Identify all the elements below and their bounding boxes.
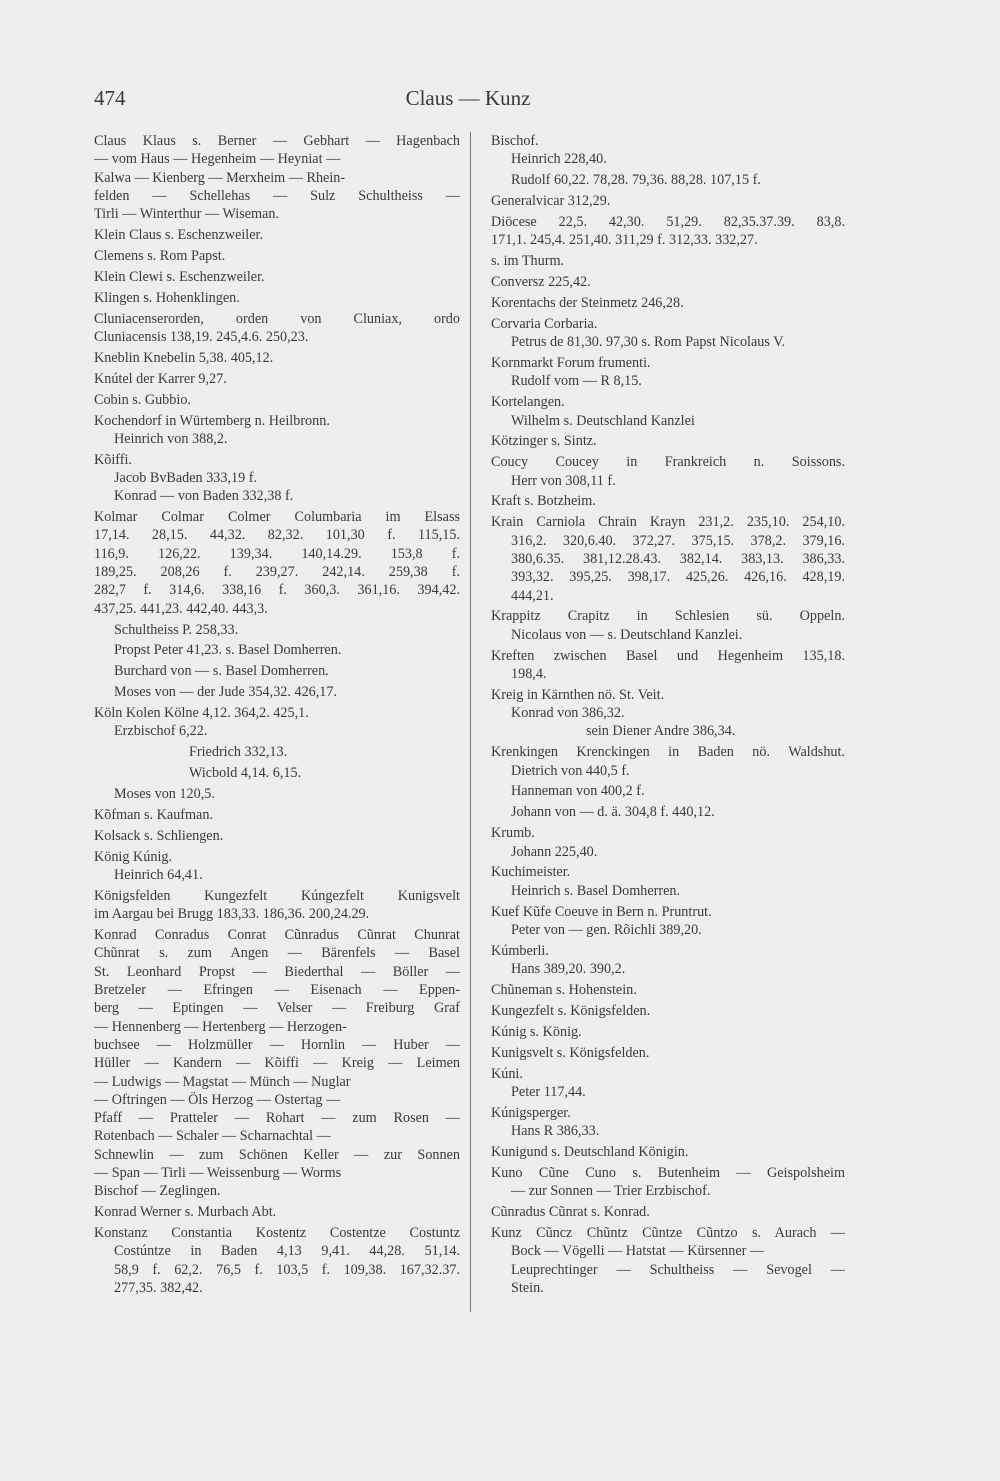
index-line: Tirli — Winterthur — Wiseman. [94, 206, 279, 223]
index-line: Königsfelden Kungezfelt Kúngezfelt Kunigsvelt [94, 887, 460, 904]
index-entry [491, 903, 845, 940]
running-head-text: Claus — Kunz [405, 86, 531, 110]
index-entry [491, 453, 845, 490]
index-line: Krenkingen Krenckingen in Baden nö. Waldshut. [491, 744, 845, 761]
index-line: — Span — Tirli — Weissenburg — Worms [94, 1164, 342, 1181]
index-line: 171,1. 245,4. 251,40. 311,29 f. 312,33. 332,27. [491, 232, 758, 249]
index-line: Kunigsvelt s. Königsfelden. [491, 1044, 650, 1061]
index-line: 277,35. 382,42. [114, 1279, 203, 1296]
index-entry [491, 294, 845, 312]
index-entry [94, 704, 460, 741]
index-line: Wicbold 4,14. 6,15. [189, 765, 302, 782]
index-entry [491, 607, 845, 644]
index-line: 437,25. 441,23. 442,40. 443,3. [94, 600, 268, 617]
index-line: Rudolf 60,22. 78,28. 79,36. 88,28. 107,15 f. [511, 172, 761, 189]
right-column [491, 132, 845, 1300]
index-entry [94, 806, 460, 824]
index-line: 17,14. 28,15. 44,32. 82,32. 101,30 f. 115,15. [94, 527, 460, 544]
index-line: Cluniacenserorden, orden von Cluniax, ordo [94, 310, 460, 327]
index-line: Chũnrat s. zum Angen — Bärenfels — Basel [94, 945, 460, 962]
index-line: Hans 389,20. 390,2. [511, 961, 626, 978]
index-line: Konrad — von Baden 332,38 f. [114, 488, 294, 505]
page-number: 474 [94, 86, 126, 110]
index-line: Kunigund s. Deutschland Königin. [491, 1143, 689, 1160]
index-entry [491, 803, 845, 821]
index-line: Kuef Kũfe Coeuve in Bern n. Pruntrut. [491, 903, 712, 920]
index-line: im Aargau bei Brugg 183,33. 186,36. 200,24.29. [94, 906, 370, 923]
index-entry [94, 764, 460, 782]
index-line: Kraft s. Botzheim. [491, 493, 596, 510]
index-line: Konstanz Constantia Kostentz Costentze Costuntz [94, 1225, 460, 1242]
index-entry [94, 621, 460, 639]
index-line: Petrus de 81,30. 97,30 s. Rom Papst Nicolaus V. [511, 334, 786, 351]
index-line: Kalwa — Kienberg — Merxheim — Rhein- [94, 169, 346, 186]
index-line: Conversz 225,42. [491, 274, 591, 291]
index-entry [491, 393, 845, 430]
left-column [94, 132, 460, 1300]
index-line: Jacob BvBaden 333,19 f. [114, 469, 258, 486]
index-entry [491, 686, 845, 741]
index-line: Bischof. [491, 133, 539, 149]
index-line: Bock — Vögelli — Hatstat — Kürsenner — [511, 1243, 765, 1260]
index-line: König Kúnig. [94, 848, 173, 865]
index-entry [491, 1044, 845, 1062]
index-line: Kolsack s. Schliengen. [94, 827, 224, 844]
index-line: 380,6.35. 381,12.28.43. 382,14. 383,13. 386,33. [511, 550, 845, 567]
index-line: Kreig in Kärnthen nö. St. Veit. [491, 686, 665, 703]
index-entry [491, 492, 845, 510]
index-line: 58,9 f. 62,2. 76,5 f. 103,5 f. 109,38. 167,32.37. [114, 1261, 460, 1278]
index-entry [94, 370, 460, 388]
index-line: Kúnigsperger. [491, 1104, 571, 1121]
index-entry [491, 647, 845, 684]
index-line: Johann 225,40. [511, 843, 598, 860]
index-entry [94, 1224, 460, 1297]
index-line: Peter von — gen. Rõichli 389,20. [511, 921, 702, 938]
index-line: Herr von 308,11 f. [511, 472, 616, 489]
index-entry [491, 273, 845, 291]
index-entry [491, 942, 845, 979]
index-line: Dietrich von 440,5 f. [511, 762, 630, 779]
index-line: Heinrich 228,40. [511, 151, 607, 168]
index-line: Schnewlin — zum Schönen Keller — zur Sonnen [94, 1146, 460, 1163]
index-line: — Hennenberg — Hertenberg — Herzogen- [94, 1018, 347, 1035]
running-head [0, 86, 1000, 111]
index-entry [491, 1104, 845, 1141]
index-line: Hanneman von 400,2 f. [511, 783, 645, 800]
index-line: Korentachs der Steinmetz 246,28. [491, 294, 684, 311]
index-line: Generalvicar 312,29. [491, 193, 611, 210]
index-entry [491, 132, 845, 169]
index-line: Kochendorf in Würtemberg n. Heilbronn. [94, 412, 330, 429]
index-entry [491, 192, 845, 210]
index-entry [491, 315, 845, 352]
index-line: Moses von 120,5. [114, 786, 215, 803]
index-line: Friedrich 332,13. [189, 744, 288, 761]
index-line: Konrad Conradus Conrat Cũnradus Cũnrat Chunrat [94, 927, 460, 944]
index-entry [94, 391, 460, 409]
index-line: s. im Thurm. [491, 253, 565, 270]
index-entry [94, 683, 460, 701]
index-line: Cluniacensis 138,19. 245,4.6. 250,23. [94, 328, 309, 345]
index-line: Hans R 386,33. [511, 1123, 600, 1140]
index-line: 189,25. 208,26 f. 239,27. 242,14. 259,38 f. [94, 564, 460, 581]
index-entry [491, 1203, 845, 1221]
index-entry [94, 785, 460, 803]
index-line: Pfaff — Pratteler — Rohart — zum Rosen — [94, 1110, 460, 1127]
index-line: Clemens s. Rom Papst. [94, 247, 226, 264]
index-line: Wilhelm s. Deutschland Kanzlei [511, 412, 695, 429]
index-line: 198,4. [511, 665, 547, 682]
index-line: Heinrich von 388,2. [114, 430, 228, 447]
index-entry [94, 662, 460, 680]
index-entry [94, 310, 460, 347]
index-line: Konrad Werner s. Murbach Abt. [94, 1204, 277, 1221]
index-entry [94, 226, 460, 244]
index-line: Claus Klaus s. Berner — Gebhart — Hagenbach [94, 133, 460, 149]
index-line: Moses von — der Jude 354,32. 426,17. [114, 684, 338, 701]
index-line: Kolmar Colmar Colmer Columbaria im Elsass [94, 509, 460, 526]
index-entry [94, 887, 460, 924]
index-line: Cũnradus Cũnrat s. Konrad. [491, 1204, 650, 1221]
index-line: Kúnig s. König. [491, 1023, 582, 1040]
index-line: Kötzinger s. Sintz. [491, 433, 597, 450]
index-entry [491, 171, 845, 189]
index-line: Johann von — d. ä. 304,8 f. 440,12. [511, 804, 715, 821]
index-line: Klein Clewi s. Eschenzweiler. [94, 268, 265, 285]
index-line: Chũneman s. Hohenstein. [491, 982, 637, 999]
index-line: Heinrich 64,41. [114, 867, 203, 884]
index-entry [94, 926, 460, 1200]
index-entry [94, 743, 460, 761]
index-line: Köln Kolen Kölne 4,12. 364,2. 425,1. [94, 705, 309, 722]
index-line: Kunz Cũncz Chũntz Cũntze Cũntzo s. Aurach — [491, 1224, 845, 1241]
index-line: Kõfman s. Kaufman. [94, 806, 213, 823]
index-entry [94, 641, 460, 659]
index-entry [94, 289, 460, 307]
index-line: 444,21. [511, 587, 554, 604]
index-entry [491, 432, 845, 450]
index-line: sein Diener Andre 386,34. [586, 723, 736, 740]
index-line: Bretzeler — Efringen — Eisenach — Eppen- [94, 982, 460, 999]
index-entry [94, 1203, 460, 1221]
index-entry [491, 1224, 845, 1297]
index-line: Propst Peter 41,23. s. Basel Domherren. [114, 642, 342, 659]
index-line: Kreften zwischen Basel und Hegenheim 135,18. [491, 647, 845, 664]
index-entry [491, 743, 845, 780]
index-line: Klein Claus s. Eschenzweiler. [94, 227, 264, 244]
index-entry [491, 513, 845, 604]
index-entry [94, 247, 460, 265]
index-line: Knútel der Karrer 9,27. [94, 370, 227, 387]
index-entry [94, 827, 460, 845]
index-line: — vom Haus — Hegenheim — Heyniat — [94, 151, 341, 168]
index-entry [491, 824, 845, 861]
index-line: Rotenbach — Schaler — Scharnachtal — [94, 1128, 331, 1145]
column-divider [470, 132, 471, 1312]
index-line: — Ludwigs — Magstat — Münch — Nuglar [94, 1073, 351, 1090]
index-line: Heinrich s. Basel Domherren. [511, 882, 681, 899]
index-line: Krappitz Crapitz in Schlesien sü. Oppeln. [491, 608, 845, 625]
index-line: Cobin s. Gubbio. [94, 391, 191, 408]
index-entry [94, 451, 460, 506]
index-entry [94, 268, 460, 286]
index-line: Kuno Cũne Cuno s. Butenheim — Geispolsheim [491, 1164, 845, 1181]
index-line: 393,32. 395,25. 398,17. 425,26. 426,16. 428,19. [511, 569, 845, 586]
index-line: Hüller — Kandern — Kõiffi — Kreig — Leimen [94, 1055, 460, 1072]
index-line: Kuchimeister. [491, 864, 571, 881]
index-line: 282,7 f. 314,6. 338,16 f. 360,3. 361,16. 394,42. [94, 582, 460, 599]
index-line: Coucy Coucey in Frankreich n. Soissons. [491, 454, 845, 471]
index-line: Kortelangen. [491, 394, 565, 411]
index-line: berg — Eptingen — Velser — Freiburg Graf [94, 1000, 460, 1017]
index-entry [491, 981, 845, 999]
index-line: 316,2. 320,6.40. 372,27. 375,15. 378,2. 379,16. [511, 532, 845, 549]
index-line: Corvaria Corbaria. [491, 315, 598, 332]
index-line: Costúntze in Baden 4,13 9,41. 44,28. 51,14. [114, 1243, 460, 1260]
index-line: Bischof — Zeglingen. [94, 1183, 221, 1200]
index-entry [94, 132, 460, 223]
index-line: 116,9. 126,22. 139,34. 140,14.29. 153,8 f. [94, 545, 460, 562]
index-entry [491, 1023, 845, 1041]
index-line: Schultheiss P. 258,33. [114, 621, 239, 638]
index-line: Kúmberli. [491, 942, 549, 959]
index-entry [491, 1065, 845, 1102]
index-entry [94, 848, 460, 885]
index-line: — zur Sonnen — Trier Erzbischof. [511, 1183, 711, 1200]
index-line: Kneblin Knebelin 5,38. 405,12. [94, 349, 274, 366]
index-line: Diöcese 22,5. 42,30. 51,29. 82,35.37.39. 83,8. [491, 213, 845, 230]
index-entry [491, 863, 845, 900]
index-line: Kúni. [491, 1065, 523, 1082]
index-line: Nicolaus von — s. Deutschland Kanzlei. [511, 626, 743, 643]
index-line: Leuprechtinger — Schultheiss — Sevogel — [511, 1261, 845, 1278]
index-line: buchsee — Holzmüller — Hornlin — Huber — [94, 1036, 460, 1053]
index-entry [491, 1002, 845, 1020]
index-line: Peter 117,44. [511, 1083, 586, 1100]
index-entry [491, 782, 845, 800]
index-entry [94, 508, 460, 618]
index-entry [491, 213, 845, 250]
index-line: Krumb. [491, 825, 535, 842]
index-line: Burchard von — s. Basel Domherren. [114, 663, 329, 680]
index-entry [491, 354, 845, 391]
index-line: Kõiffi. [94, 451, 132, 468]
index-line: Kornmarkt Forum frumenti. [491, 355, 651, 372]
index-entry [94, 349, 460, 367]
index-line: Erzbischof 6,22. [114, 723, 208, 740]
index-line: Klingen s. Hohenklingen. [94, 289, 240, 306]
index-entry [491, 252, 845, 270]
index-line: Rudolf vom — R 8,15. [511, 373, 642, 390]
index-line: Kungezfelt s. Königsfelden. [491, 1002, 651, 1019]
index-line: felden — Schellehas — Sulz Schultheiss — [94, 187, 460, 204]
index-line: Konrad von 386,32. [511, 705, 625, 722]
index-line: St. Leonhard Propst — Biederthal — Böller — [94, 963, 460, 980]
index-line: Stein. [511, 1279, 544, 1296]
index-entry [491, 1164, 845, 1201]
index-line: — Oftringen — Öls Herzog — Ostertag — [94, 1091, 341, 1108]
index-line: Krain Carniola Chrain Krayn 231,2. 235,10. 254,10. [491, 514, 845, 531]
index-entry [491, 1143, 845, 1161]
index-entry [94, 412, 460, 449]
